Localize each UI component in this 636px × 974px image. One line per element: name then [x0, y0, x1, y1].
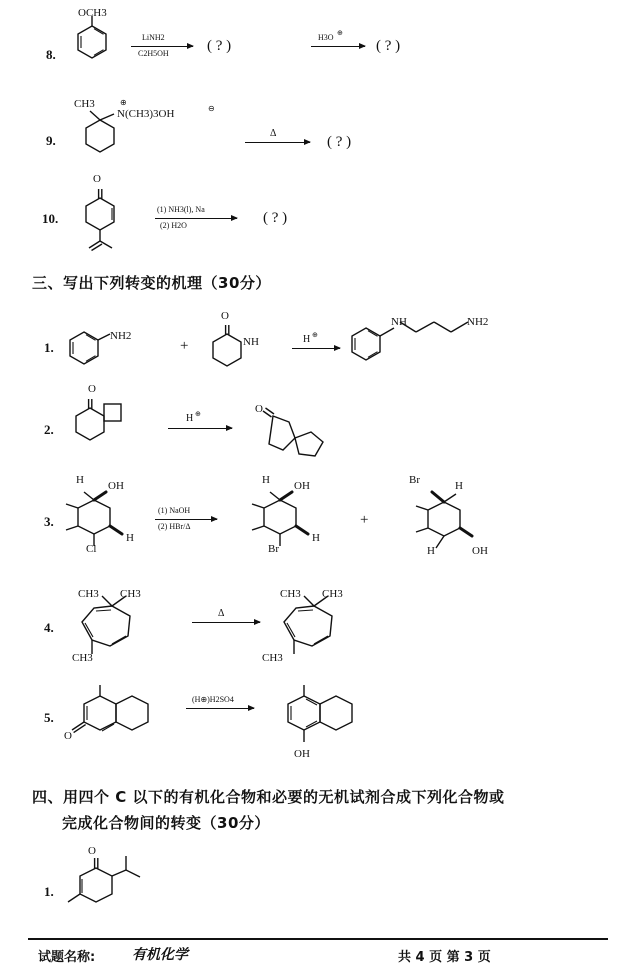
mechanism-1-arrow — [292, 348, 340, 349]
mechanism-2-product-o: O — [255, 403, 263, 415]
mechanism-2-number: 2. — [44, 422, 54, 437]
mechanism-3-right-oh: OH — [472, 545, 488, 557]
synthesis-1-number: 1. — [44, 884, 54, 899]
mechanism-1-product — [348, 310, 518, 380]
mechanism-1-plus: + — [180, 338, 189, 354]
problem-8-product-2: ( ? ) — [376, 38, 401, 54]
mechanism-2-reagent-charge: ⊕ — [195, 410, 201, 418]
mechanism-1-reagent-charge: ⊕ — [312, 331, 318, 339]
mechanism-5-left-structure — [66, 678, 186, 758]
mechanism-4-right-ch3-a: CH3 — [280, 588, 301, 600]
problem-9-number: 9. — [46, 133, 56, 148]
mechanism-4-reagent-top: Δ — [218, 608, 225, 619]
mechanism-3-right-br: Br — [409, 474, 420, 486]
footer-divider — [28, 938, 608, 940]
mechanism-3-mid-h: H — [262, 474, 270, 486]
mechanism-4-left-ch3-c: CH3 — [72, 652, 93, 664]
mechanism-5-right-oh: OH — [294, 748, 310, 760]
mechanism-1-product-nh: NH — [391, 316, 407, 328]
mechanism-5-left-o: O — [64, 730, 72, 742]
mechanism-3-left-h2: H — [126, 532, 134, 544]
mechanism-3-mid-br: Br — [268, 543, 279, 555]
mechanism-2-arrow — [168, 428, 232, 429]
mechanism-3-left-oh: OH — [108, 480, 124, 492]
problem-10-reagent-bottom: (2) H2O — [160, 221, 187, 230]
mechanism-4-left-ch3-a: CH3 — [78, 588, 99, 600]
synthesis-1-carbonyl: O — [88, 845, 96, 857]
mechanism-3-reagent-top: (1) NaOH — [158, 506, 191, 515]
mechanism-4-arrow — [192, 622, 260, 623]
problem-10-carbonyl-label: O — [93, 173, 101, 185]
mechanism-3-left-h: H — [76, 474, 84, 486]
mechanism-1-ring-nh-label: NH — [243, 336, 259, 348]
mechanism-3-reagent-bottom: (2) HBr/Δ — [158, 522, 191, 531]
problem-8-arrow-1 — [131, 46, 193, 47]
problem-9-product: ( ? ) — [327, 134, 352, 150]
problem-8-reagent-bottom-1: C2H5OH — [138, 49, 169, 58]
mechanism-1-nh2-label: NH2 — [110, 330, 132, 342]
mechanism-5-right-structure — [270, 678, 390, 764]
problem-8-reagent-top-1: LiNH2 — [142, 33, 165, 42]
problem-8-product-1: ( ? ) — [207, 38, 232, 54]
mechanism-4-number: 4. — [44, 620, 54, 635]
synthesis-1-structure — [66, 850, 186, 922]
section-four-heading-line1: 四、用四个 C 以下的有机化合物和必要的无机试剂合成下列化合物或 — [32, 788, 505, 806]
problem-9-ammonium-plus-charge: ⊕ — [120, 98, 127, 107]
mechanism-3-mid-oh: OH — [294, 480, 310, 492]
problem-10-arrow — [155, 218, 237, 219]
section-four-heading-line2: 完成化合物间的转变（30分） — [62, 814, 270, 832]
problem-8-arrow-2 — [311, 46, 365, 47]
problem-9-ammonium-label: N(CH3)3OH — [117, 108, 175, 120]
problem-9-reagent-top: Δ — [270, 128, 277, 139]
mechanism-4-right-ch3-b: CH3 — [322, 588, 343, 600]
mechanism-1-product-nh2: NH2 — [467, 316, 489, 328]
mechanism-3-right-h: H — [455, 480, 463, 492]
problem-9-methyl-label: CH3 — [74, 98, 95, 110]
section-three-heading: 三、写出下列转变的机理（30分） — [32, 274, 271, 292]
mechanism-2-spiro-left — [66, 388, 156, 458]
mechanism-5-number: 5. — [44, 710, 54, 725]
mechanism-1-cyclic-carbamate — [205, 316, 281, 380]
mechanism-3-right-structure — [404, 478, 514, 574]
mechanism-2-left-o: O — [88, 383, 96, 395]
mechanism-1-aniline — [66, 320, 142, 374]
mechanism-5-arrow — [186, 708, 254, 709]
mechanism-3-arrow — [155, 519, 217, 520]
mechanism-3-plus: + — [360, 512, 369, 528]
problem-8-reagent-top-2: H3O — [318, 33, 334, 42]
mechanism-3-mid-h2: H — [312, 532, 320, 544]
problem-10-reagent-top: (1) NH3(l), Na — [157, 205, 205, 214]
mechanism-4-right-ch3-c: CH3 — [262, 652, 283, 664]
mechanism-1-reagent-top: H — [303, 334, 311, 345]
mechanism-3-left-cl: Cl — [86, 543, 97, 555]
mechanism-1-ring-o-label: O — [221, 310, 229, 322]
mechanism-2-reagent-top: H — [186, 413, 194, 424]
footer-exam-label: 试题名称: — [38, 950, 96, 965]
problem-8-substituent-label: OCH3 — [78, 7, 107, 19]
mechanism-3-number: 3. — [44, 514, 54, 529]
problem-10-structure — [74, 178, 154, 260]
mechanism-3-right-h2: H — [427, 545, 435, 557]
mechanism-4-left-ch3-b: CH3 — [120, 588, 141, 600]
mechanism-1-number: 1. — [44, 340, 54, 355]
problem-10-product: ( ? ) — [263, 210, 288, 226]
problem-8-structure — [72, 10, 142, 72]
footer-page-count: 共 4 页 第 3 页 — [398, 950, 491, 965]
problem-9-arrow — [245, 142, 310, 143]
problem-8-number: 8. — [46, 47, 56, 62]
problem-9-ammonium-minus-charge: ⊖ — [208, 104, 215, 113]
mechanism-5-reagent-top: (H⊕)H2SO4 — [192, 695, 234, 704]
problem-8-reagent-charge-2: ⊕ — [337, 29, 343, 37]
problem-10-number: 10. — [42, 211, 59, 226]
footer-exam-name: 有机化学 — [132, 948, 188, 963]
